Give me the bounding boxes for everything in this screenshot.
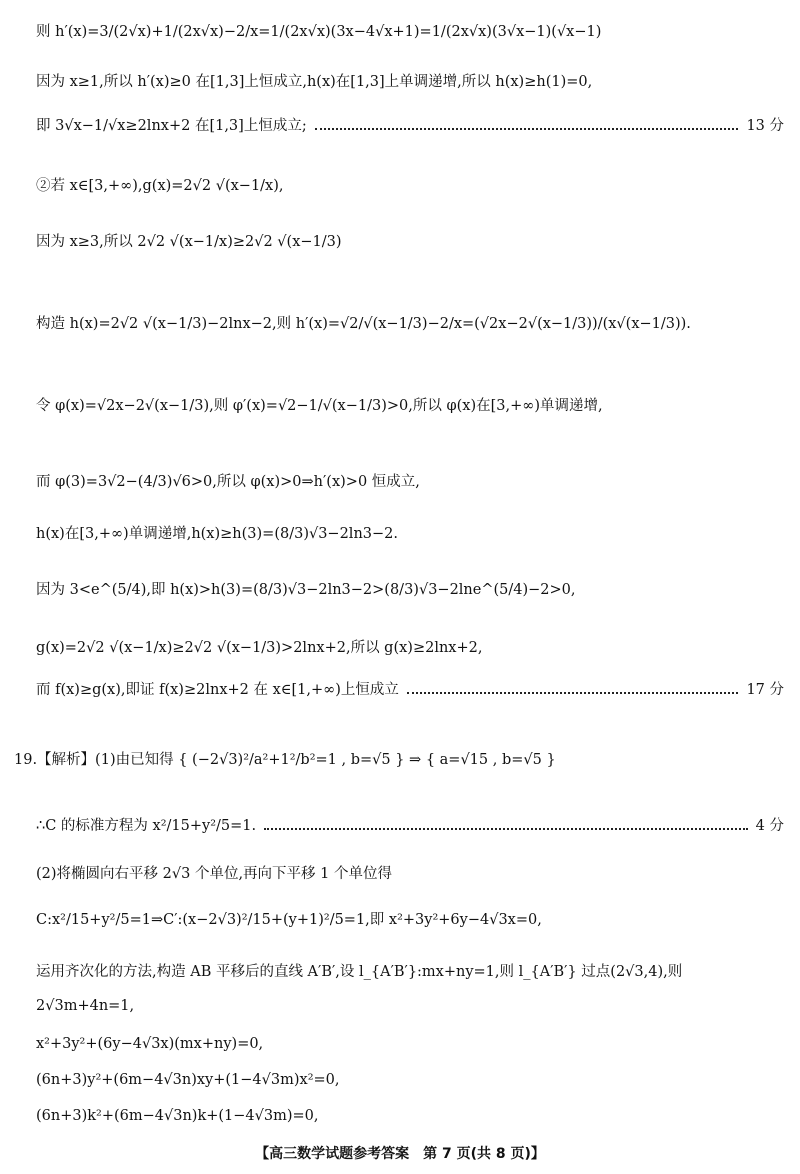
phi-value-line: 而 φ(3)=3√2−(4/3)√6>0,所以 φ(x)>0⇒h′(x)>0 恒成立, xyxy=(36,474,420,490)
bound-line: 因为 x≥3,所以 2√2 √(x−1/x)≥2√2 √(x−1/3) xyxy=(36,234,342,250)
derivative-formula-line: 则 h′(x)=3/(2√x)+1/(2x√x)−2/x=1/(2x√x)(3x−4√x+1)=1/(2x√x)(3√x−1)(√x−1) xyxy=(36,24,602,40)
score-line-13 xyxy=(36,118,784,135)
problem-19-system-line: 19.【解析】(1)由已知得 { (−2√3)²/a²+1²/b²=1 , b=√5 } ⇒ { a=√15 , b=√5 } xyxy=(14,752,556,768)
ellipse-equation-text: ∴C 的标准方程为 x²/15+y²/5=1. xyxy=(36,818,257,834)
score-line-17 xyxy=(36,682,784,699)
construct-h-line: 构造 h(x)=2√2 √(x−1/3)−2lnx−2,则 h′(x)=√2/√(x−1/3)−2/x=(√2x−2√(x−1/3))/(x√(x−1/3)). xyxy=(36,316,691,332)
line-condition-line: 2√3m+4n=1, xyxy=(36,998,135,1014)
page-footer: 【高三数学试题参考答案 第 7 页(共 8 页)】 xyxy=(255,1146,545,1162)
quadratic-k-line: (6n+3)k²+(6m−4√3n)k+(1−4√3m)=0, xyxy=(36,1108,319,1124)
dot-leader xyxy=(264,828,748,830)
g-bound-line: g(x)=2√2 √(x−1/x)≥2√2 √(x−1/3)>2lnx+2,所以 g(x)≥2lnx+2, xyxy=(36,640,483,656)
inequality-conclusion-text: 即 3√x−1/√x≥2lnx+2 在[1,3]上恒成立; xyxy=(36,118,307,134)
score-line-4 xyxy=(36,818,784,835)
score-17: 17 分 xyxy=(746,682,784,698)
score-13: 13 分 xyxy=(746,118,784,134)
dot-leader xyxy=(407,692,739,694)
proof-conclusion-text: 而 f(x)≥g(x),即证 f(x)≥2lnx+2 在 x∈[1,+∞)上恒成立 xyxy=(36,682,399,698)
dot-leader xyxy=(315,128,739,130)
translation-line: (2)将椭圆向右平移 2√3 个单位,再向下平移 1 个单位得 xyxy=(36,866,392,882)
translated-ellipse-line: C:x²/15+y²/5=1⇒C′:(x−2√3)²/15+(y+1)²/5=1,即 x²+3y²+6y−4√3x=0, xyxy=(36,912,542,928)
score-4: 4 分 xyxy=(755,818,784,834)
h-increasing-line: h(x)在[3,+∞)单调递增,h(x)≥h(3)=(8/3)√3−2ln3−2. xyxy=(36,526,398,542)
quadratic-xy-line: (6n+3)y²+(6m−4√3n)xy+(1−4√3m)x²=0, xyxy=(36,1072,340,1088)
phi-line: 令 φ(x)=√2x−2√(x−1/3),则 φ′(x)=√2−1/√(x−1/3)>0,所以 φ(x)在[3,+∞)单调递增, xyxy=(36,398,603,414)
homogenized-equation-line: x²+3y²+(6y−4√3x)(mx+ny)=0, xyxy=(36,1036,264,1052)
case-two-line: ②若 x∈[3,+∞),g(x)=2√2 √(x−1/x), xyxy=(36,178,284,194)
homogenization-line: 运用齐次化的方法,构造 AB 平移后的直线 A′B′,设 l_{A′B′}:mx+ny=1,则 l_{A′B′} 过点(2√3,4),则 xyxy=(36,964,683,980)
exp-compare-line: 因为 3<e^(5/4),即 h(x)>h(3)=(8/3)√3−2ln3−2>(8/3)√3−2lne^(5/4)−2>0, xyxy=(36,582,576,598)
monotonic-line: 因为 x≥1,所以 h′(x)≥0 在[1,3]上恒成立,h(x)在[1,3]上单调递增,所以 h(x)≥h(1)=0, xyxy=(36,74,593,90)
